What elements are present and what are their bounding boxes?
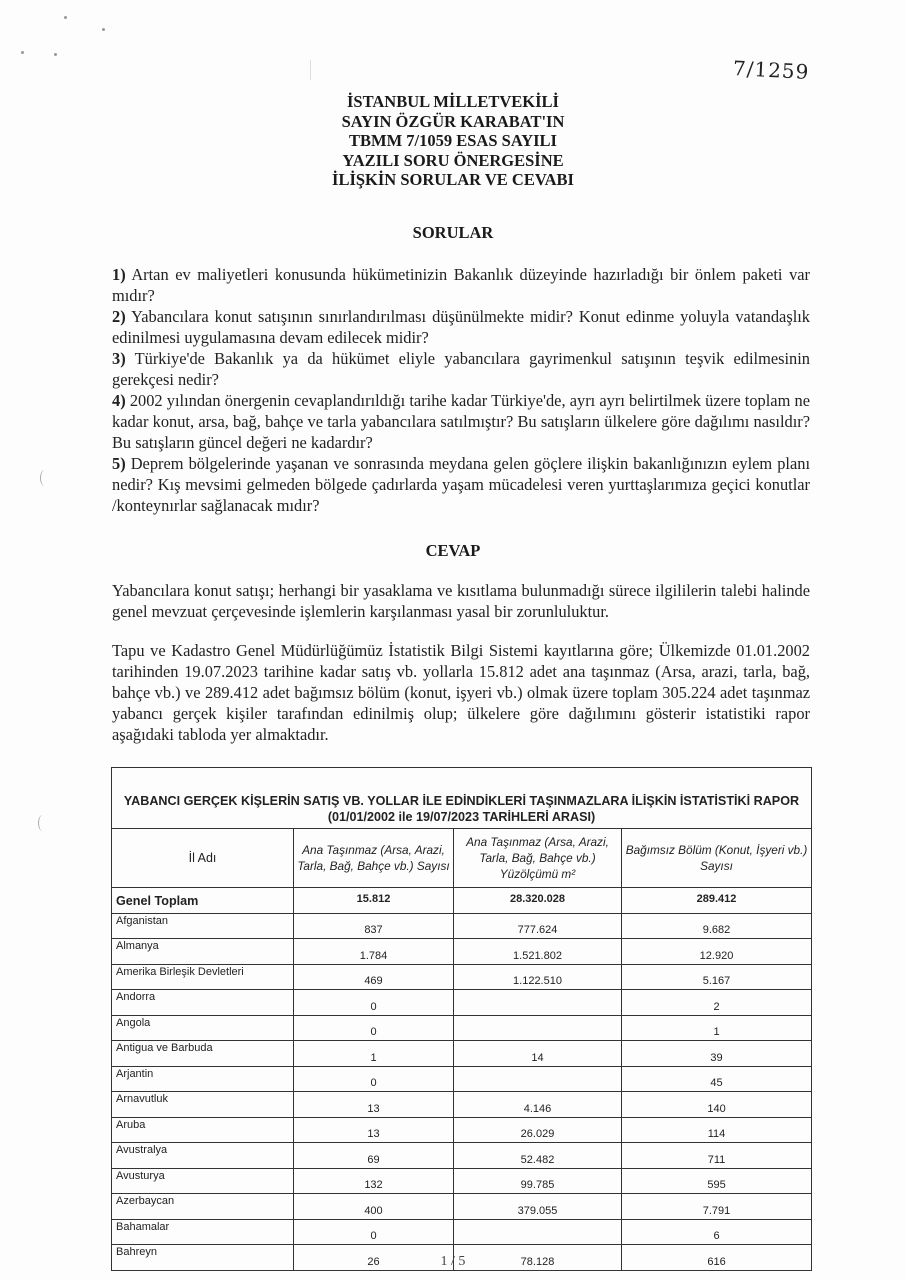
parcel-count: 837 (294, 913, 454, 939)
unit-count: 7.791 (622, 1194, 812, 1220)
parcel-count: 0 (294, 990, 454, 1016)
parcel-count: 1 (294, 1041, 454, 1067)
parcel-area: 14 (454, 1041, 622, 1067)
table-title-line: YABANCI GERÇEK KİŞLERİN SATIŞ VB. YOLLAR İLE EDİNDİKLERİ TAŞINMAZLARA İLİŞKİN İSTATİSTİKİ RAPOR (123, 794, 800, 808)
questions-list (112, 264, 810, 516)
punch-hole-mark (40, 470, 49, 486)
column-header: Ana Taşınmaz (Arsa, Arazi, Tarla, Bağ, Bahçe vb.) Sayısı (294, 829, 454, 888)
scan-speck (21, 51, 24, 54)
question-number: 3) (112, 349, 126, 368)
question-item (112, 453, 810, 516)
unit-count: 9.682 (622, 913, 812, 939)
country-name: Antigua ve Barbuda (112, 1041, 294, 1067)
table-row (112, 1041, 812, 1067)
parcel-area: 777.624 (454, 913, 622, 939)
scan-speck (54, 53, 57, 56)
country-name: Avusturya (112, 1168, 294, 1194)
parcel-area: 28.320.028 (454, 888, 622, 914)
table-row (112, 1066, 812, 1092)
question-text: 2002 yılından önergenin cevaplandırıldığı tarihe kadar Türkiye'de, ayrı ayrı belirtilmek üzere toplam ne kadar konut, arsa, bağ, bahçe ve tarla yabancılara satılmıştır? Bu satışların ülkelere göre dağılımı nasıldır? Bu satışların güncel değeri ne kadardır? (112, 391, 810, 452)
parcel-count: 13 (294, 1117, 454, 1143)
unit-count: 39 (622, 1041, 812, 1067)
question-text: Deprem bölgelerinde yaşanan ve sonrasında meydana gelen göçlere ilişkin bakanlığınızın eylem planı nedir? Kış mevsimi gelmeden bölgede çadırlarda yaşam mücadelesi veren yurttaşlarımıza geçici konutlar /konteynırlar sağlanacak mıdır? (112, 454, 810, 515)
parcel-count: 26 (294, 1245, 454, 1271)
parcel-area (454, 990, 622, 1016)
column-header: Ana Taşınmaz (Arsa, Arazi, Tarla, Bağ, Bahçe vb.) Yüzölçümü m² (454, 829, 622, 888)
title-line: İSTANBUL MİLLETVEKİLİ (347, 92, 559, 111)
table-row (112, 1219, 812, 1245)
table-row (112, 1015, 812, 1041)
table-row (112, 939, 812, 965)
table-header-row (112, 829, 812, 888)
table-row (112, 1143, 812, 1169)
statistics-table (111, 767, 812, 1271)
question-text: Yabancılara konut satışının sınırlandırılması düşünülmekte midir? Konut edinme yoluyla vatandaşlık edinilmesi uygulamasına devam edilecek midir? (112, 307, 810, 347)
parcel-count: 0 (294, 1219, 454, 1245)
unit-count: 140 (622, 1092, 812, 1118)
country-name: Avustralya (112, 1143, 294, 1169)
answer-heading: CEVAP (425, 541, 481, 560)
country-name: Arjantin (112, 1066, 294, 1092)
table-row (112, 1168, 812, 1194)
question-number: 2) (112, 307, 126, 326)
question-item (112, 390, 810, 453)
question-item (112, 348, 810, 390)
parcel-count: 0 (294, 1015, 454, 1041)
unit-count: 2 (622, 990, 812, 1016)
question-item (112, 264, 810, 306)
question-number: 1) (112, 265, 126, 284)
title-line: TBMM 7/1059 ESAS SAYILI (349, 131, 557, 150)
parcel-count: 1.784 (294, 939, 454, 965)
answer-paragraph: Tapu ve Kadastro Genel Müdürlüğümüz İstatistik Bilgi Sistemi kayıtlarına göre; Ülkemizde 01.01.2002 tarihinden 19.07.2023 tarihine kadar satış vb. yollarla 15.812 adet ana taşınmaz (Arsa, arazi, tarla, bağ, bahçe vb.) ve 289.412 adet bağımsız bölüm (konut, işyeri vb.) olmak üzere toplam 305.224 adet taşınmaz yabancı gerçek kişiler tarafından edinilmiş olup; ülkelere göre dağılımını gösterir istatistiki rapor aşağıdaki tabloda yer almaktadır. (112, 641, 810, 744)
title-line: İLİŞKİN SORULAR VE CEVABI (332, 170, 574, 189)
table-row (112, 1092, 812, 1118)
scan-line (310, 60, 311, 80)
country-name: Genel Toplam (112, 888, 294, 914)
title-line: SAYIN ÖZGÜR KARABAT'IN (341, 111, 565, 131)
question-text: Türkiye'de Bakanlık ya da hükümet eliyle yabancılara gayrimenkul satışının teşvik edilmesinin gerekçesi nedir? (112, 349, 810, 389)
unit-count: 616 (622, 1245, 812, 1271)
parcel-area: 78.128 (454, 1245, 622, 1271)
table-title (112, 768, 812, 829)
table-row (112, 990, 812, 1016)
country-name: Bahreyn (112, 1245, 294, 1271)
parcel-area: 26.029 (454, 1117, 622, 1143)
parcel-count: 15.812 (294, 888, 454, 914)
page-number: 1 / 5 (440, 1254, 466, 1269)
title-line: YAZILI SORU ÖNERGESİNE (342, 150, 564, 170)
table-row (112, 1117, 812, 1143)
parcel-area: 4.146 (454, 1092, 622, 1118)
unit-count: 711 (622, 1143, 812, 1169)
parcel-count: 69 (294, 1143, 454, 1169)
handwritten-reference: 7/1259 (732, 56, 810, 84)
parcel-count: 13 (294, 1092, 454, 1118)
table-row (112, 913, 812, 939)
parcel-area: 1.521.802 (454, 939, 622, 965)
parcel-area: 52.482 (454, 1143, 622, 1169)
unit-count: 6 (622, 1219, 812, 1245)
unit-count: 114 (622, 1117, 812, 1143)
country-name: Angola (112, 1015, 294, 1041)
country-name: Amerika Birleşik Devletleri (112, 964, 294, 990)
country-name: Aruba (112, 1117, 294, 1143)
parcel-area (454, 1015, 622, 1041)
answer-paragraph: Yabancılara konut satışı; herhangi bir yasaklama ve kısıtlama bulunmadığı sürece ilgililerin talebi halinde genel mevzuat çerçevesinde işlemlerin karşılanması yasal bir zorunluluktur. (112, 581, 810, 621)
unit-count: 45 (622, 1066, 812, 1092)
parcel-area (454, 1219, 622, 1245)
parcel-count: 132 (294, 1168, 454, 1194)
questions-heading: SORULAR (412, 223, 494, 242)
unit-count: 289.412 (622, 888, 812, 914)
parcel-area (454, 1066, 622, 1092)
document-title (300, 92, 606, 190)
parcel-count: 469 (294, 964, 454, 990)
parcel-area: 379.055 (454, 1194, 622, 1220)
unit-count: 1 (622, 1015, 812, 1041)
unit-count: 5.167 (622, 964, 812, 990)
question-number: 4) (112, 391, 126, 410)
country-name: Azerbaycan (112, 1194, 294, 1220)
question-item (112, 306, 810, 348)
question-number: 5) (112, 454, 126, 473)
parcel-area: 99.785 (454, 1168, 622, 1194)
table-row (112, 1194, 812, 1220)
unit-count: 595 (622, 1168, 812, 1194)
country-name: Afganistan (112, 913, 294, 939)
table-title-line: (01/01/2002 ile 19/07/2023 TARİHLERİ ARASI) (327, 810, 596, 824)
country-name: Almanya (112, 939, 294, 965)
table-row-total (112, 888, 812, 914)
parcel-count: 0 (294, 1066, 454, 1092)
country-name: Andorra (112, 990, 294, 1016)
question-text: Artan ev maliyetleri konusunda hükümetinizin Bakanlık düzeyinde hazırladığı bir önlem paketi var mıdır? (112, 265, 810, 305)
column-header: İl Adı (112, 829, 294, 888)
country-name: Arnavutluk (112, 1092, 294, 1118)
column-header: Bağımsız Bölüm (Konut, İşyeri vb.) Sayısı (622, 829, 812, 888)
scan-speck (102, 28, 105, 31)
country-name: Bahamalar (112, 1219, 294, 1245)
parcel-area: 1.122.510 (454, 964, 622, 990)
unit-count: 12.920 (622, 939, 812, 965)
scan-speck (64, 16, 67, 19)
table-row (112, 964, 812, 990)
parcel-count: 400 (294, 1194, 454, 1220)
punch-hole-mark (38, 815, 47, 831)
